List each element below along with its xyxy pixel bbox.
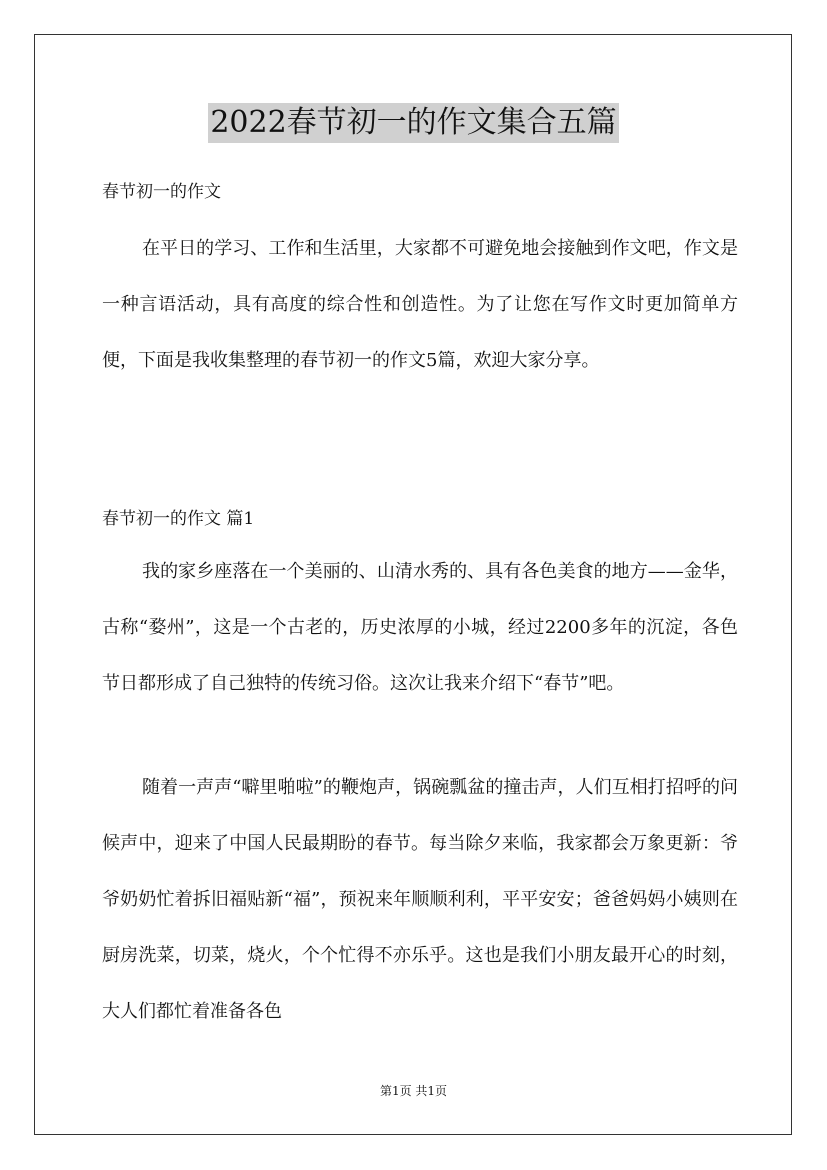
section1-heading: 春节初一的作文 篇1 [102, 509, 255, 529]
intro-heading: 春节初一的作文 [102, 182, 221, 202]
document-title [0, 103, 827, 143]
section1-paragraph-1: 我的家乡座落在一个美丽的、山清水秀的、具有各色美食的地方——金华，古称“婺州”，这是一个古老的，历史浓厚的小城，经过2200多年的沉淀，各色节日都形成了自己独特的传统习俗。这次让我来介绍下“春节”吧。 [102, 561, 738, 694]
section1-paragraph-2: 随着一声声“噼里啪啦”的鞭炮声，锅碗瓢盆的撞击声，人们互相打招呼的问候声中，迎来了中国人民最期盼的春节。每当除夕来临，我家都会万象更新：爷爷奶奶忙着拆旧福贴新“福”，预祝来年顺顺利利，平平安安；爸爸妈妈小姨则在厨房洗菜，切菜，烧火，个个忙得不亦乐乎。这也是我们小朋友最开心的时刻，大人们都忙着准备各色 [102, 777, 738, 1022]
page-footer [0, 1083, 827, 1099]
page-number-label: 第1页 共1页 [379, 1084, 448, 1098]
intro-paragraph: 在平日的学习、工作和生活里，大家都不可避免地会接触到作文吧，作文是一种言语活动，具有高度的综合性和创造性。为了让您在写作文时更加简单方便，下面是我收集整理的春节初一的作文5篇，欢迎大家分享。 [102, 238, 738, 371]
document-title-text: 2022春节初一的作文集合五篇 [208, 103, 618, 143]
